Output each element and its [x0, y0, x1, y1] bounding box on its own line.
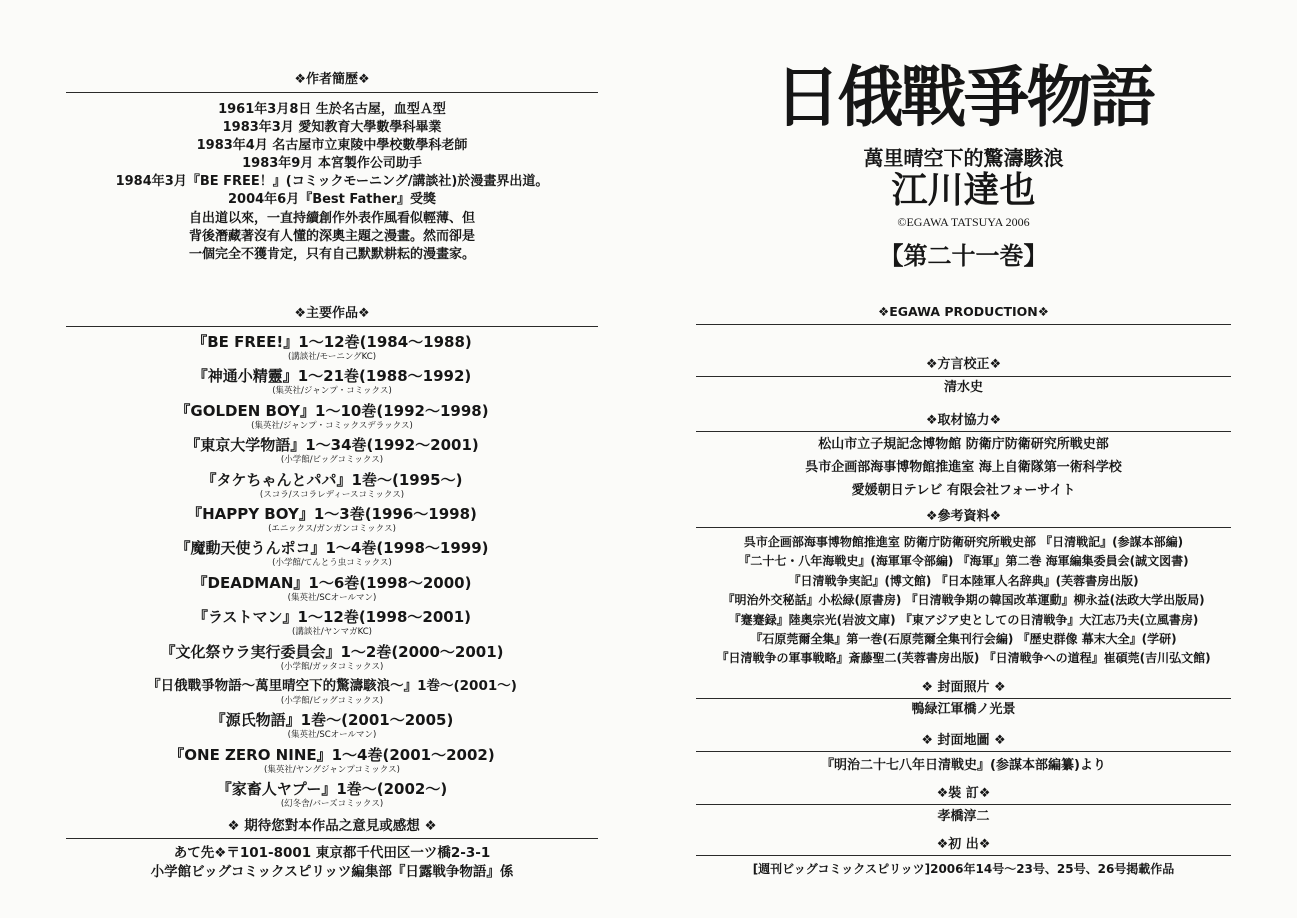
bio-header: ❖作者簡歷❖ [294, 72, 370, 87]
dialect-credit: 清水史 [943, 380, 983, 395]
work-item [66, 435, 598, 469]
work-publisher: (講談社/ヤンマガKC) [292, 627, 372, 638]
work-title: 『神通小精靈』1～21巻(1988～1992) [192, 367, 472, 386]
work-title: 『HAPPY BOY』1～3巻(1996～1998) [187, 504, 477, 523]
work-title: 『ONE ZERO NINE』1～4巻(2001～2002) [169, 745, 495, 764]
first-pub-header: ❖初 出❖ [936, 837, 991, 852]
work-title: 『タケちゃんとパパ』1巻～(1995～) [201, 470, 463, 489]
binding-header: ❖裝 訂❖ [936, 786, 991, 801]
feedback-divider [66, 838, 598, 839]
bio-line: 1984年3月『BE FREE！』(コミックモーニング/講談社)於漫畫界出道。 [115, 174, 549, 190]
binding-divider [696, 804, 1231, 805]
work-publisher: (集英社/SCオールマン) [287, 592, 377, 603]
works-header: ❖主要作品❖ [294, 306, 370, 321]
coop-line: 愛媛朝日テレビ 有限会社フォーサイト [851, 483, 1076, 498]
cover-map-divider [696, 751, 1231, 752]
work-item [66, 573, 598, 607]
work-title: 『魔動天使うんポコ』1～4巻(1998～1999) [175, 539, 489, 558]
coop-header: ❖取材協力❖ [925, 413, 1002, 428]
reference-line: 『二十七・八年海戦史』(海軍軍令部編) 『海軍』第二巻 海軍編集委員会(誠文図書) [738, 554, 1189, 569]
work-publisher: (集英社/SCオールマン) [287, 730, 377, 741]
work-publisher: (小学館/てんとう虫コミックス) [272, 558, 392, 569]
bio-line: 1983年3月 愛知教育大學數學科畢業 [222, 120, 442, 136]
work-publisher: (集英社/ジャンプ・コミックスデラックス) [251, 420, 413, 431]
work-item [66, 779, 598, 813]
bio-line: 背後潛藏著沒有人懂的深奧主題之漫畫。然而卻是 [188, 228, 475, 244]
first-pub-credit: [週刊ビッグコミックスピリッツ]2006年14号～23号、25号、26号掲載作品 [752, 862, 1175, 876]
volume-number: 【第二十一巻】 [879, 241, 1048, 270]
cover-photo-credit: 鴨緑江軍橋ノ光景 [911, 702, 1016, 717]
work-title: 『GOLDEN BOY』1～10巻(1992～1998) [175, 401, 489, 420]
work-title: 『日俄戰爭物語～萬里晴空下的驚濤駭浪～』1巻～(2001～) [147, 677, 517, 694]
dialect-header: ❖方言校正❖ [925, 357, 1002, 372]
book-subtitle: 萬里晴空下的驚濤駭浪 [863, 146, 1064, 170]
refs-divider [696, 527, 1231, 528]
production-header: ❖EGAWA PRODUCTION❖ [878, 304, 1049, 319]
binding-credit: 孝橋淳二 [937, 809, 990, 824]
work-publisher: (小学館/ガッタコミックス) [280, 661, 384, 672]
bio-line: 1961年3月8日 生於名古屋，血型Ａ型 [218, 102, 446, 117]
bio-line: 2004年6月『Best Father』受獎 [227, 192, 437, 208]
work-item [66, 745, 598, 779]
work-item [66, 504, 598, 538]
bio-line: 1983年4月 名古屋市立東陵中學校數學科老師 [196, 138, 468, 154]
coop-divider [696, 431, 1231, 432]
cover-map-header: ❖ 封面地圖 ❖ [921, 733, 1006, 748]
work-item [66, 401, 598, 435]
reference-line: 『石原莞爾全集』第一巻(石原莞爾全集刊行会編) 『歴史群像 幕末大全』(学研) [750, 632, 1177, 647]
bio-divider [66, 92, 598, 93]
work-publisher: (小学館/ビッグコミックス) [280, 455, 384, 466]
work-publisher: (講談社/モーニングKC) [287, 352, 377, 362]
reference-line: 『蹇蹇録』陸奥宗光(岩波文庫) 『東アジア史としての日清戦争』大江志乃夫(立風書房) [728, 612, 1199, 627]
bio-line: 一個完全不獲肯定，只有自己默默耕耘的漫畫家。 [188, 246, 475, 262]
works-divider [66, 326, 598, 327]
work-title: 『家畜人ヤプー』1巻～(2002～) [216, 780, 448, 799]
coop-line: 松山市立子規記念博物館 防衛庁防衛研究所戦史部 [818, 437, 1109, 452]
author-bio [66, 101, 598, 264]
bio-line: 1983年9月 本宮製作公司助手 [242, 156, 422, 172]
work-item [66, 607, 598, 641]
work-item [66, 676, 598, 710]
refs-header: ❖參考資料❖ [925, 509, 1002, 524]
reference-line: 『日清戦争の軍事戦略』斎藤聖二(芙蓉書房出版) 『日清戦争への道程』崔碩莞(吉川弘文館) [716, 651, 1211, 666]
work-item [66, 710, 598, 744]
work-publisher: (集英社/ジャンプ・コミックス) [272, 386, 392, 397]
reference-list [696, 533, 1231, 669]
work-title: 『文化祭ウラ実行委員会』1～2巻(2000～2001) [160, 642, 504, 661]
book-title: 日俄戰爭物語 [774, 58, 1153, 136]
work-title: 『DEADMAN』1～6巻(1998～2000) [192, 573, 472, 592]
work-item [66, 538, 598, 572]
work-item [66, 470, 598, 504]
contact-line: 小学館ビッグコミックスピリッツ編集部『日露戦争物語』係 [150, 864, 514, 880]
contact-address [66, 844, 598, 882]
reference-line: 『明治外交秘話』小松緑(原書房) 『日清戦争期の韓国改革運動』柳永益(法政大学出版局) [722, 593, 1205, 608]
contact-line: あて先❖〒101-8001 東京都千代田区一ツ橋2-3-1 [173, 845, 491, 861]
production-divider [696, 324, 1231, 325]
feedback-header: ❖ 期待您對本作品之意見或感想 ❖ [227, 818, 437, 834]
cover-photo-header: ❖ 封面照片 ❖ [921, 680, 1006, 695]
work-publisher: (小学館/ビッグコミックス) [280, 695, 384, 706]
work-item [66, 366, 598, 400]
work-title: 『ラストマン』1～12巻(1998～2001) [192, 608, 472, 627]
bio-line: 自出道以來，一直持續創作外表作風看似輕薄、但 [188, 210, 475, 226]
work-title: 『BE FREE!』1～12巻(1984～1988) [192, 333, 472, 351]
work-item [66, 332, 598, 366]
work-publisher: (エニックス/ガンガンコミックス) [268, 523, 396, 534]
work-publisher: (幻冬舎/バーズコミックス) [280, 799, 384, 810]
reference-line: 『日清戦争実記』(博文館) 『日本陸軍人名辞典』(芙蓉書房出版) [788, 573, 1139, 588]
coop-line: 呉市企画部海事博物館推進室 海上自衛隊第一術科学校 [805, 460, 1122, 475]
author-name: 江川達也 [891, 169, 1036, 211]
works-list [66, 332, 598, 813]
work-title: 『源氏物語』1巻～(2001～2005) [210, 711, 454, 730]
first-pub-divider [696, 855, 1231, 856]
reference-line: 呉市企画部海事博物館推進室 防衛庁防衛研究所戦史部 『日清戦記』(参謀本部編) [743, 535, 1184, 549]
work-item [66, 642, 598, 676]
copyright-notice: ©EGAWA TATSUYA 2006 [897, 215, 1030, 229]
work-title: 『東京大学物語』1～34巻(1992～2001) [185, 436, 479, 455]
cover-map-credit: 『明治二十七八年日清戦史』(参謀本部編纂)より [821, 758, 1106, 773]
work-publisher: (集英社/ヤングジャンプコミックス) [264, 764, 400, 775]
work-publisher: (スコラ/スコラレディースコミックス) [259, 489, 405, 500]
